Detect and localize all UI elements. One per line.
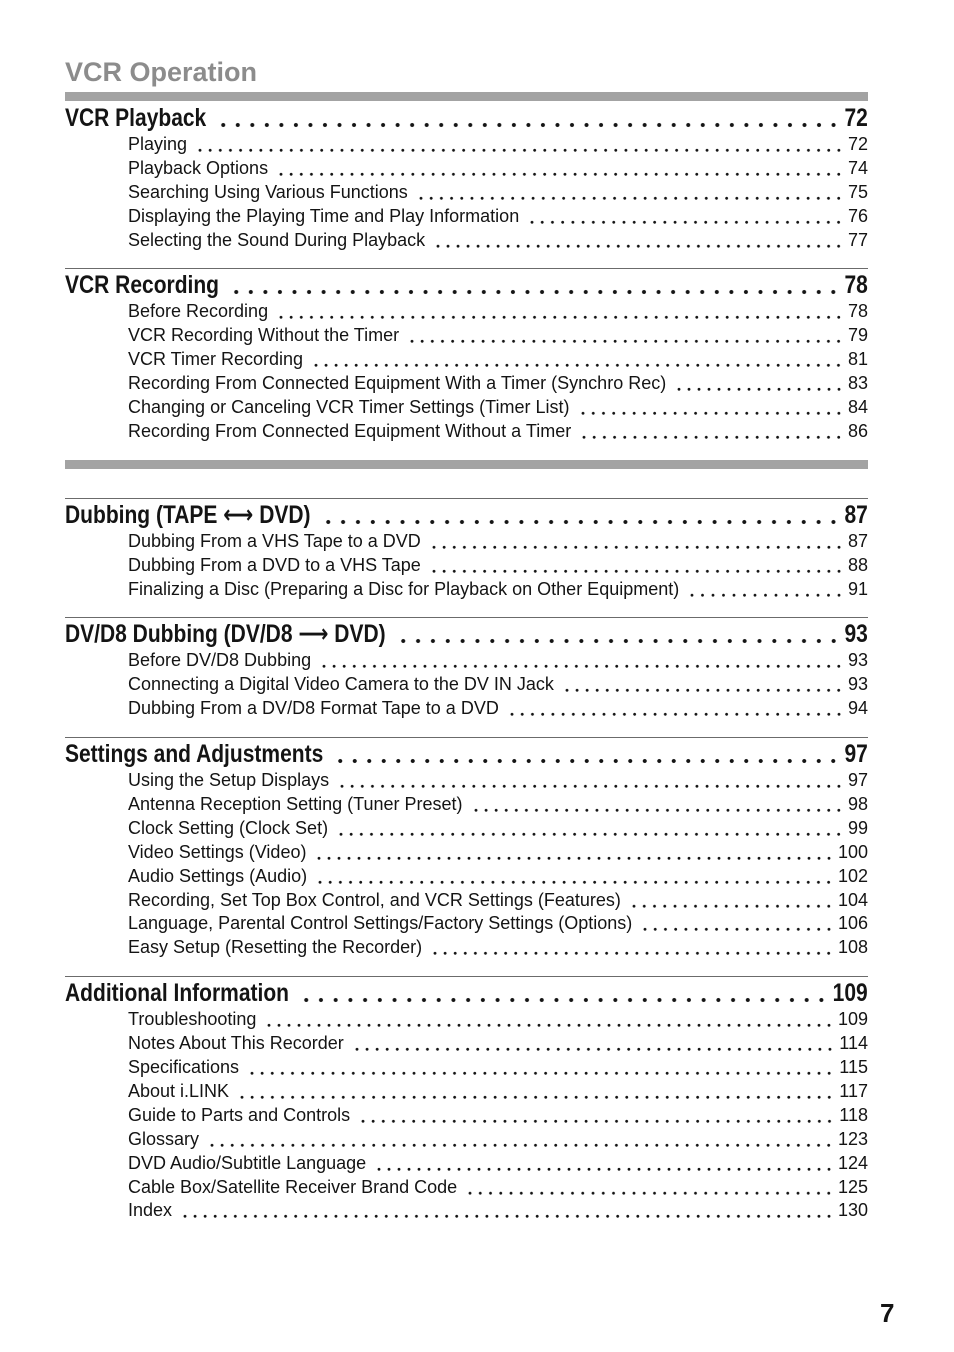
toc-entry-page: 100: [837, 841, 868, 862]
toc-section-settings-and-adjustments: [65, 737, 868, 960]
toc-entry: [65, 1104, 868, 1128]
toc-entry: [65, 300, 868, 324]
toc-entry: [65, 1080, 868, 1104]
toc-entry: [65, 841, 868, 865]
toc-entry-page: 79: [847, 325, 868, 346]
toc-entry-page: 98: [847, 794, 868, 815]
toc-entry-list: [65, 649, 868, 721]
toc-entry: [65, 324, 868, 348]
toc-entry-title: Changing or Canceling VCR Timer Settings (Timer List): [128, 397, 570, 418]
toc-entry-page: 93: [847, 650, 868, 671]
toc-entry-title: Selecting the Sound During Playback: [128, 229, 426, 250]
toc-entry-title: Index: [128, 1200, 173, 1221]
toc-entry: [65, 793, 868, 817]
toc-entry: [65, 1056, 868, 1080]
toc-entry: [65, 697, 868, 721]
toc-entry-list: [65, 300, 868, 443]
dot-leader: [407, 324, 844, 348]
dot-leader: [336, 817, 844, 841]
toc-entry: [65, 396, 868, 420]
dot-leader: [465, 1176, 834, 1200]
toc-entry-page: 74: [847, 157, 868, 178]
toc-entry-page: 118: [839, 1104, 868, 1125]
toc-entry: [65, 554, 868, 578]
dot-leader: [687, 578, 844, 602]
toc-entry: [65, 157, 868, 181]
toc-entry-title: Easy Setup (Resetting the Recorder): [128, 937, 423, 958]
toc-entry-title: Before Recording: [128, 301, 269, 322]
toc-entry-page: 76: [847, 205, 868, 226]
toc-entry-title: Video Settings (Video): [128, 841, 307, 862]
dot-leader: [674, 372, 844, 396]
toc-entry-title: Playback Options: [128, 157, 269, 178]
toc-entry-title: Before DV/D8 Dubbing: [128, 650, 312, 671]
toc-entry-title: Cable Box/Satellite Receiver Brand Code: [128, 1176, 458, 1197]
dot-leader: [527, 205, 844, 229]
toc-entry-page: 115: [839, 1057, 868, 1078]
toc-entry-list: [65, 769, 868, 960]
toc-entry-list: [65, 1008, 868, 1223]
toc-section-dv-d8-dubbing: [65, 617, 868, 721]
section-page-number: 72: [844, 104, 868, 132]
toc-entry-page: 102: [837, 865, 868, 886]
section-heading: [65, 271, 868, 299]
dot-leader: [237, 1080, 835, 1104]
dot-leader: [471, 793, 844, 817]
toc-entry-page: 123: [837, 1128, 868, 1149]
section-title: Dubbing (TAPE ⟷ DVD): [65, 500, 311, 529]
toc-entry-page: 87: [847, 530, 868, 551]
toc-entry: [65, 769, 868, 793]
toc-entry-title: Glossary: [128, 1128, 200, 1149]
toc-entry-title: Audio Settings (Audio): [128, 865, 308, 886]
toc-entry-title: Clock Setting (Clock Set): [128, 817, 329, 838]
toc-entry: [65, 229, 868, 253]
dot-leader: [180, 1199, 834, 1223]
dot-leader: [319, 649, 844, 673]
toc-entry: [65, 936, 868, 960]
dot-leader: [416, 181, 844, 205]
toc-entry: [65, 530, 868, 554]
toc-entry: [65, 578, 868, 602]
dot-leader: [629, 889, 834, 913]
toc-entry-page: 106: [837, 913, 868, 934]
toc-entry-title: VCR Timer Recording: [128, 349, 304, 370]
toc-entry-title: Antenna Reception Setting (Tuner Preset): [128, 794, 463, 815]
dot-leader: [311, 348, 844, 372]
toc-entry-title: Playing: [128, 134, 188, 154]
toc-entry: [65, 133, 868, 157]
toc-entry-title: VCR Recording Without the Timer: [128, 325, 400, 346]
dot-leader: [562, 673, 844, 697]
toc-entry: [65, 865, 868, 889]
toc-entry: [65, 1008, 868, 1032]
section-title: VCR Recording: [65, 271, 220, 300]
toc-entry-page: 104: [837, 889, 868, 910]
dot-leader: [433, 229, 844, 253]
toc-section-additional-information: [65, 976, 868, 1223]
section-title: DV/D8 Dubbing (DV/D8 ⟶ DVD): [65, 620, 386, 649]
toc-entry-page: 91: [847, 578, 868, 599]
toc-entry: [65, 420, 868, 444]
toc-entry-title: Displaying the Playing Time and Play Information: [128, 205, 520, 226]
section-heading: [65, 501, 868, 529]
toc-entry-page: 109: [837, 1009, 868, 1030]
toc-entry-title: Searching Using Various Functions: [128, 181, 408, 202]
dot-leader: [352, 1032, 836, 1056]
section-page-number: 78: [844, 271, 868, 300]
toc-entry-title: Guide to Parts and Controls: [128, 1104, 351, 1125]
dot-leader: [333, 740, 840, 768]
toc-entry-title: Recording From Connected Equipment With a Timer (Synchro Rec): [128, 373, 667, 394]
toc-entry: [65, 1128, 868, 1152]
section-page-number: 93: [844, 620, 868, 649]
toc-entry-title: Specifications: [128, 1057, 240, 1078]
toc-entry-page: 88: [847, 554, 868, 575]
toc-entry-page: 84: [847, 397, 868, 418]
toc-entry: [65, 673, 868, 697]
toc-entry-page: 124: [837, 1152, 868, 1173]
dot-leader: [429, 530, 844, 554]
toc-entry: [65, 1152, 868, 1176]
toc-entry: [65, 649, 868, 673]
dot-leader: [216, 104, 840, 132]
toc-entry-title: Recording From Connected Equipment Without a Timer: [128, 420, 572, 441]
section-heading: [65, 620, 868, 648]
toc-section-vcr-playback: [65, 101, 868, 252]
toc-entry-page: 78: [847, 301, 868, 322]
toc-entry: [65, 889, 868, 913]
toc-entry-page: 117: [839, 1080, 868, 1101]
toc-entry-page: 77: [847, 229, 868, 250]
section-page-number: 109: [832, 979, 868, 1008]
toc-entry-list: [65, 133, 868, 252]
dot-leader: [337, 769, 844, 793]
toc-entry-list: [65, 530, 868, 602]
toc-entry-page: 93: [847, 674, 868, 695]
dot-leader: [195, 133, 844, 157]
toc-entry-title: Finalizing a Disc (Preparing a Disc for Playback on Other Equipment): [128, 578, 680, 599]
toc-entry: [65, 912, 868, 936]
toc-entry-page: 114: [839, 1033, 868, 1054]
toc-entry: [65, 1032, 868, 1056]
toc-entry-page: 83: [847, 373, 868, 394]
toc-entry-title: Troubleshooting: [128, 1009, 257, 1030]
toc-entry-page: 97: [847, 770, 868, 791]
section-title: VCR Playback: [65, 104, 207, 132]
toc-entry-page: 94: [847, 698, 868, 719]
toc-section-dubbing-tape-dvd: [65, 498, 868, 602]
dot-leader: [247, 1056, 835, 1080]
toc-entry-page: 108: [837, 937, 868, 958]
section-title: Settings and Adjustments: [65, 740, 324, 769]
dot-leader: [276, 157, 844, 181]
section-title: Additional Information: [65, 979, 289, 1008]
toc-entry-page: 86: [847, 420, 868, 441]
dot-leader: [429, 554, 844, 578]
toc-entry-title: Using the Setup Displays: [128, 770, 330, 791]
toc-entry-title: Language, Parental Control Settings/Factory Settings (Options): [128, 913, 633, 934]
toc-entry-page: 75: [847, 181, 868, 202]
dot-leader: [640, 912, 834, 936]
toc-entry-title: DVD Audio/Subtitle Language: [128, 1152, 367, 1173]
dot-leader: [207, 1128, 834, 1152]
toc-entry: [65, 348, 868, 372]
toc-entry: [65, 181, 868, 205]
category-bar: [65, 92, 868, 101]
toc-entry-title: Dubbing From a VHS Tape to a DVD: [128, 530, 421, 551]
dot-leader: [374, 1152, 834, 1176]
toc-entry-page: 130: [837, 1200, 868, 1221]
toc-entry: [65, 817, 868, 841]
toc-entry: [65, 1199, 868, 1223]
toc-entry-title: About i.LINK: [128, 1080, 230, 1101]
toc-entry-title: Dubbing From a DV/D8 Format Tape to a DVD: [128, 698, 499, 719]
toc-entry: [65, 372, 868, 396]
toc-entry: [65, 205, 868, 229]
section-page-number: 87: [844, 500, 868, 529]
section-heading: [65, 979, 868, 1007]
toc-entry-title: Recording, Set Top Box Control, and VCR Settings (Features): [128, 889, 621, 910]
toc-entry-title: Notes About This Recorder: [128, 1033, 344, 1054]
section-heading: [65, 104, 868, 132]
toc-entry: [65, 1176, 868, 1200]
dot-leader: [430, 936, 834, 960]
dot-leader: [299, 979, 829, 1007]
dot-leader: [358, 1104, 835, 1128]
dot-leader: [507, 697, 844, 721]
section-page-number: 97: [844, 740, 868, 769]
dot-leader: [264, 1008, 834, 1032]
dot-leader: [579, 420, 844, 444]
toc-entry-title: Dubbing From a DVD to a VHS Tape: [128, 554, 421, 575]
dot-leader: [315, 865, 834, 889]
toc-section-vcr-recording: [65, 268, 868, 443]
toc-entry-page: 99: [847, 817, 868, 838]
toc-entry-page: 125: [837, 1176, 868, 1197]
toc-entry-page: 72: [847, 134, 868, 154]
dot-leader: [321, 501, 841, 529]
dot-leader: [276, 300, 844, 324]
category-title: VCR Operation: [65, 57, 258, 87]
category-divider-bar: [65, 460, 868, 469]
dot-leader: [229, 271, 841, 299]
dot-leader: [314, 841, 834, 865]
dot-leader: [396, 620, 841, 648]
toc-entry-page: 81: [847, 349, 868, 370]
toc-entry-title: Connecting a Digital Video Camera to the DV IN Jack: [128, 674, 554, 695]
page-number: 7: [880, 1298, 895, 1328]
dot-leader: [578, 396, 844, 420]
section-heading: [65, 740, 868, 768]
